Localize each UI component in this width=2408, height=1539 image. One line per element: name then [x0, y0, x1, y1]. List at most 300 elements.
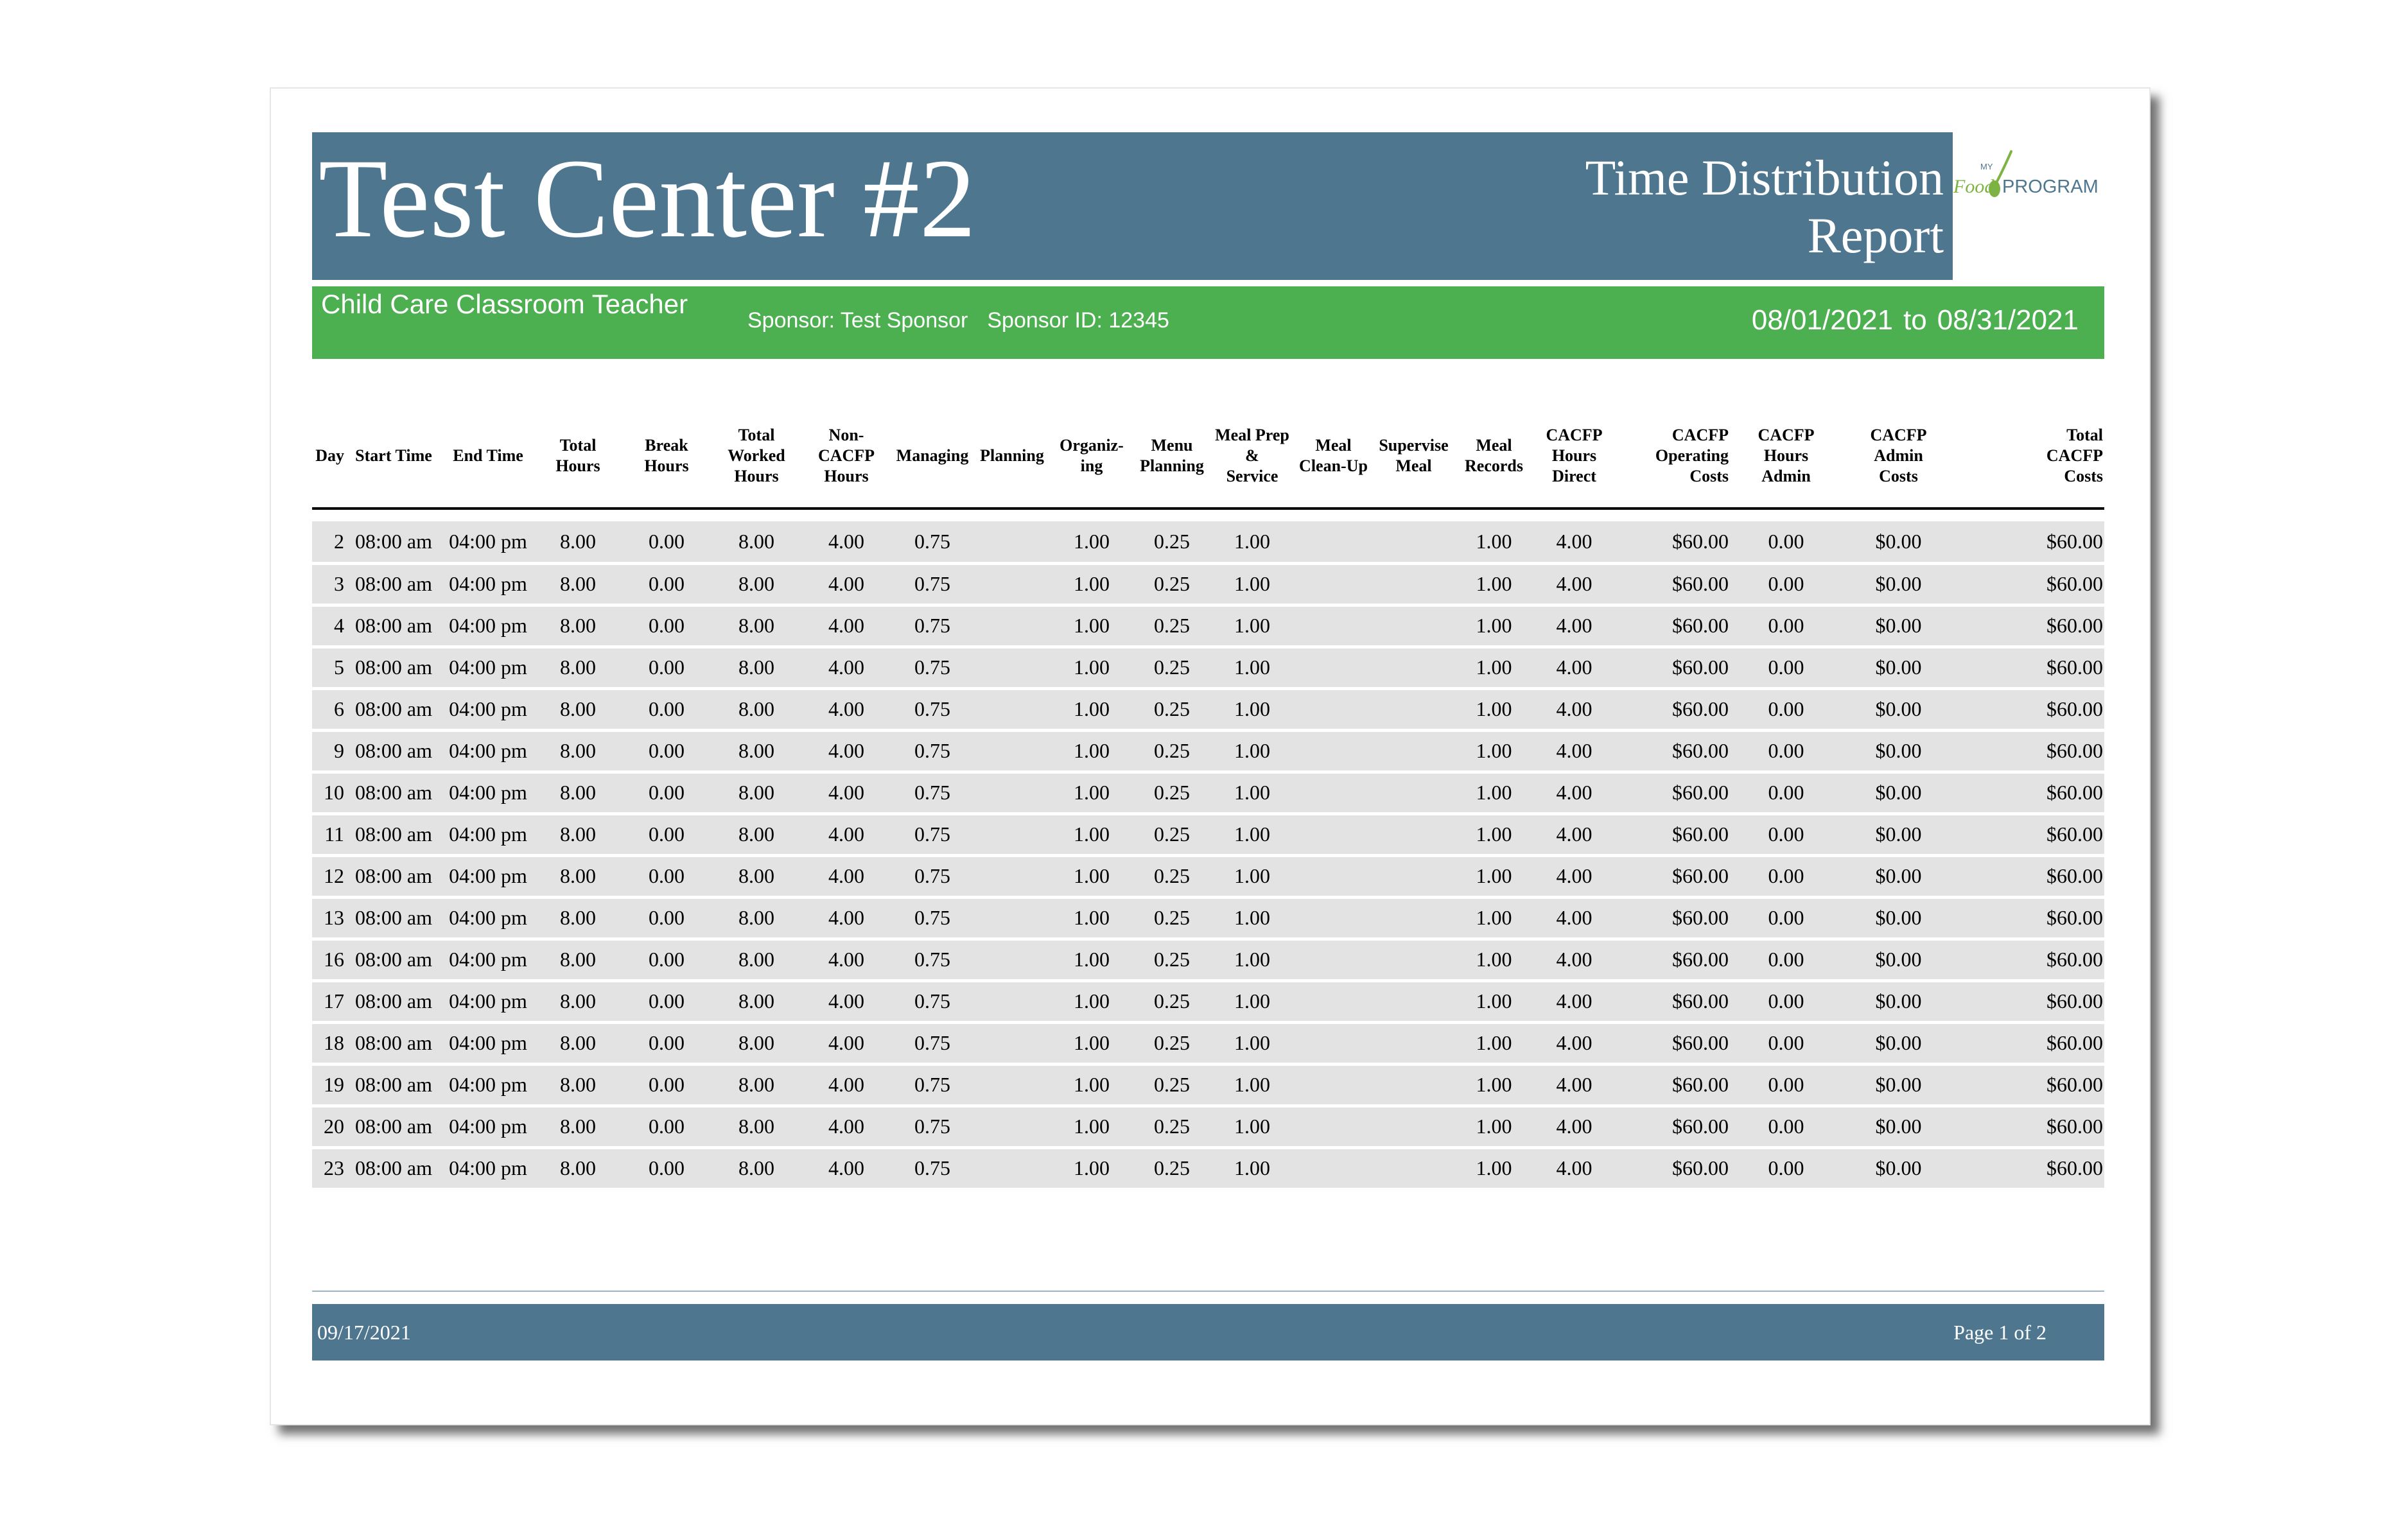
column-header-line: CACFP [1758, 426, 1815, 444]
table-cell [1293, 688, 1374, 730]
table-cell: 0.25 [1154, 656, 1190, 679]
table-cell: 8.00 [560, 614, 596, 637]
table-cell: 1.00 [1234, 614, 1270, 637]
table-cell: 1.00 [1234, 1156, 1270, 1179]
table-cell: 8.00 [738, 614, 774, 637]
column-header [1293, 404, 1374, 509]
table-cell: 20 [324, 1115, 344, 1138]
table-cell: 1.00 [1074, 656, 1110, 679]
table-cell: 0.25 [1154, 614, 1190, 637]
table-cell: 1.00 [1234, 989, 1270, 1013]
table-cell: 0.25 [1154, 906, 1190, 929]
table-cell: 0.00 [649, 822, 685, 846]
table-cell: 8.00 [560, 864, 596, 887]
table-cell: 2 [334, 529, 344, 553]
table-cell: 4.00 [828, 906, 864, 929]
table-cell: 0.00 [649, 656, 685, 679]
column-header [1534, 404, 1614, 509]
table-cell: 04:00 pm [449, 656, 527, 679]
table-cell: 8.00 [560, 822, 596, 846]
table-cell: 0.75 [914, 572, 950, 595]
table-cell: 8.00 [560, 948, 596, 971]
table-cell: 1.00 [1476, 614, 1512, 637]
table-cell: 4.00 [828, 1031, 864, 1054]
table-cell [973, 813, 1051, 855]
column-header-line: CACFP [1671, 426, 1729, 444]
table-cell: 13 [324, 906, 344, 929]
table-cell: $60.00 [2046, 614, 2103, 637]
table-cell: 1.00 [1234, 1031, 1270, 1054]
table-cell: 08:00 am [355, 948, 432, 971]
table-cell: $60.00 [2046, 948, 2103, 971]
table-cell [1374, 647, 1454, 688]
table-cell: 1.00 [1476, 1073, 1512, 1096]
table-cell: 0.00 [649, 614, 685, 637]
table-cell: 8.00 [738, 1073, 774, 1096]
table-cell: 4.00 [1556, 656, 1592, 679]
table-cell: 0.00 [1768, 864, 1804, 887]
table-cell [973, 605, 1051, 647]
table-cell: 8.00 [738, 948, 774, 971]
table-cell: 19 [324, 1073, 344, 1096]
table-cell [1293, 980, 1374, 1022]
column-header [1051, 404, 1133, 509]
table-cell: 6 [334, 697, 344, 720]
table-cell: 0.25 [1154, 1073, 1190, 1096]
table-cell: $60.00 [2046, 781, 2103, 804]
table-cell: 8.00 [560, 572, 596, 595]
table-cell: 8.00 [560, 697, 596, 720]
table-cell: 3 [334, 572, 344, 595]
table-cell: 0.25 [1154, 1115, 1190, 1138]
table-cell: 0.00 [649, 1156, 685, 1179]
table-cell: 0.00 [1768, 1115, 1804, 1138]
column-header-line: Meal [1315, 436, 1352, 455]
table-cell: $60.00 [1672, 822, 1729, 846]
table-cell: 4.00 [1556, 1031, 1592, 1054]
table-cell: 0.75 [914, 697, 950, 720]
column-header-line: Hours [734, 467, 779, 485]
table-cell: 4.00 [1556, 1073, 1592, 1096]
table-cell: 1.00 [1234, 572, 1270, 595]
date-to-word: to [1903, 304, 1927, 336]
table-cell: 0.75 [914, 781, 950, 804]
column-header-line: Menu [1151, 436, 1193, 455]
table-cell: 0.00 [1768, 1073, 1804, 1096]
table-cell: 8.00 [738, 781, 774, 804]
table-cell: 0.00 [649, 529, 685, 553]
table-cell: 9 [334, 739, 344, 762]
table-cell: 4.00 [828, 656, 864, 679]
column-header-line: Total [2066, 426, 2103, 444]
table-cell: 4.00 [1556, 822, 1592, 846]
table-cell: 1.00 [1234, 656, 1270, 679]
table-cell: 5 [334, 656, 344, 679]
table-cell: 1.00 [1234, 739, 1270, 762]
center-name-title: Test Center #2 [318, 136, 976, 261]
column-header-line: Organiz- [1060, 436, 1124, 455]
table-cell: 0.00 [649, 1073, 685, 1096]
table-cell: 4.00 [1556, 739, 1592, 762]
table-cell [1293, 897, 1374, 939]
table-cell: 1.00 [1234, 529, 1270, 553]
table-row [312, 1147, 2104, 1189]
table-cell: 0.00 [649, 781, 685, 804]
table-cell: 4.00 [1556, 989, 1592, 1013]
table-cell: $60.00 [1672, 572, 1729, 595]
table-cell: 0.75 [914, 529, 950, 553]
table-cell: 0.00 [649, 906, 685, 929]
table-cell: 4.00 [828, 1156, 864, 1179]
table-cell: 0.00 [1768, 948, 1804, 971]
table-cell: 08:00 am [355, 739, 432, 762]
table-cell [1374, 772, 1454, 813]
table-cell: 4.00 [1556, 1115, 1592, 1138]
table-cell: 8.00 [738, 989, 774, 1013]
table-cell [1293, 1106, 1374, 1147]
table-cell: $60.00 [2046, 656, 2103, 679]
table-cell [973, 688, 1051, 730]
table-row [312, 647, 2104, 688]
table-cell [973, 1147, 1051, 1189]
table-cell: 8.00 [738, 822, 774, 846]
table-cell: 0.25 [1154, 529, 1190, 553]
table-cell: 8.00 [738, 656, 774, 679]
table-row [312, 772, 2104, 813]
table-cell [1374, 980, 1454, 1022]
table-cell: 0.00 [1768, 781, 1804, 804]
table-row [312, 980, 2104, 1022]
table-cell: 04:00 pm [449, 864, 527, 887]
table-cell [1374, 897, 1454, 939]
print-date: 09/17/2021 [317, 1321, 411, 1344]
table-cell: 0.25 [1154, 948, 1190, 971]
logo-my-text: MY [1980, 162, 1993, 171]
table-cell: $60.00 [1672, 1115, 1729, 1138]
column-header-line: Hours [1763, 446, 1809, 465]
table-cell: 1.00 [1476, 781, 1512, 804]
table-cell: 1.00 [1074, 989, 1110, 1013]
time-distribution-table [312, 404, 2104, 1191]
table-cell: 8.00 [738, 864, 774, 887]
table-cell: 4.00 [828, 572, 864, 595]
table-cell: $0.00 [1875, 989, 1922, 1013]
table-cell: 04:00 pm [449, 781, 527, 804]
table-cell: 4.00 [1556, 948, 1592, 971]
table-cell: 1.00 [1074, 1031, 1110, 1054]
table-cell: 8.00 [560, 1031, 596, 1054]
table-cell: $60.00 [1672, 864, 1729, 887]
table-cell: 8.00 [738, 697, 774, 720]
table-cell: $0.00 [1875, 1031, 1922, 1054]
table-cell: 08:00 am [355, 822, 432, 846]
table-row [312, 1106, 2104, 1147]
report-title-line2: Report [1807, 207, 1944, 263]
table-cell: $60.00 [2046, 697, 2103, 720]
table-cell [1374, 939, 1454, 980]
table-cell: 0.75 [914, 614, 950, 637]
table-cell: 4.00 [1556, 1156, 1592, 1179]
table-row [312, 855, 2104, 897]
table-cell: 8.00 [738, 1115, 774, 1138]
table-cell: 1.00 [1074, 1156, 1110, 1179]
table-cell: $60.00 [1672, 739, 1729, 762]
table-cell: $0.00 [1875, 529, 1922, 553]
table-cell: 04:00 pm [449, 529, 527, 553]
table-cell: 04:00 pm [449, 906, 527, 929]
table-cell: 1.00 [1074, 822, 1110, 846]
column-header-line: Planning [980, 446, 1044, 465]
table-cell: 08:00 am [355, 1073, 432, 1096]
table-cell: 0.75 [914, 656, 950, 679]
table-cell: 0.75 [914, 1073, 950, 1096]
table-cell: $60.00 [1672, 1031, 1729, 1054]
table-cell [1374, 813, 1454, 855]
column-header [1374, 404, 1454, 509]
table-cell: 4.00 [1556, 781, 1592, 804]
table-cell: 1.00 [1074, 906, 1110, 929]
sponsor-info [747, 308, 1169, 333]
report-title-line1: Time Distribution [1585, 150, 1944, 205]
my-food-program-logo [1952, 146, 2106, 204]
table-cell: 4 [334, 614, 344, 637]
table-cell: 4.00 [1556, 572, 1592, 595]
column-header-line: Meal [1476, 436, 1512, 455]
table-cell [1374, 1147, 1454, 1189]
table-cell: 4.00 [828, 614, 864, 637]
table-cell [1293, 855, 1374, 897]
table-cell: 0.00 [1768, 989, 1804, 1013]
table-cell: 08:00 am [355, 1115, 432, 1138]
table-cell: 12 [324, 864, 344, 887]
table-row [312, 897, 2104, 939]
table-cell: 04:00 pm [449, 614, 527, 637]
table-cell: 0.00 [1768, 1031, 1804, 1054]
column-header-line: Costs [1879, 467, 1918, 485]
footer-bar [312, 1304, 2104, 1361]
table-cell: $0.00 [1875, 1156, 1922, 1179]
table-cell [1293, 1147, 1374, 1189]
table-cell: $60.00 [1672, 781, 1729, 804]
table-cell: $60.00 [1672, 614, 1729, 637]
table-cell: 0.00 [649, 989, 685, 1013]
table-cell [973, 980, 1051, 1022]
column-header-line: Non- [828, 426, 864, 444]
table-cell: 0.00 [1768, 906, 1804, 929]
table-cell: $60.00 [1672, 989, 1729, 1013]
footer-divider [312, 1291, 2104, 1292]
table-cell: 1.00 [1074, 697, 1110, 720]
table-cell: 0.75 [914, 1156, 950, 1179]
table-cell: 8.00 [560, 1073, 596, 1096]
table-cell: $0.00 [1875, 697, 1922, 720]
table-cell: 1.00 [1476, 989, 1512, 1013]
column-header [1614, 404, 1730, 509]
column-header-line: Total [738, 426, 775, 444]
table-cell: 1.00 [1234, 781, 1270, 804]
column-header [345, 404, 442, 509]
table-cell: 0.00 [649, 1115, 685, 1138]
table-cell: 0.25 [1154, 822, 1190, 846]
table-cell [1374, 563, 1454, 605]
table-cell: $60.00 [2046, 906, 2103, 929]
table-cell: $60.00 [1672, 906, 1729, 929]
table-cell: $60.00 [2046, 989, 2103, 1013]
table-cell: 8.00 [560, 1156, 596, 1179]
table-cell: 08:00 am [355, 989, 432, 1013]
column-header-line: ing [1080, 456, 1103, 475]
column-header-line: Costs [2064, 467, 2103, 485]
table-cell: 8.00 [738, 572, 774, 595]
table-cell: 1.00 [1234, 864, 1270, 887]
table-cell: 1.00 [1074, 864, 1110, 887]
table-cell: $0.00 [1875, 822, 1922, 846]
column-header [1211, 404, 1293, 509]
table-cell: 8.00 [560, 781, 596, 804]
table-cell: 1.00 [1476, 656, 1512, 679]
column-header-line: Day [315, 446, 344, 465]
table-cell: 1.00 [1476, 864, 1512, 887]
table-cell [1374, 688, 1454, 730]
table-cell: 8.00 [738, 529, 774, 553]
table-cell: 0.00 [1768, 529, 1804, 553]
table-cell: 0.25 [1154, 864, 1190, 887]
table-cell: $60.00 [2046, 864, 2103, 887]
table-cell: 17 [324, 989, 344, 1013]
table-cell [973, 939, 1051, 980]
table-cell: $60.00 [2046, 822, 2103, 846]
table-cell: $0.00 [1875, 614, 1922, 637]
table-cell: 08:00 am [355, 1031, 432, 1054]
table-cell: 08:00 am [355, 614, 432, 637]
sponsor-id: Sponsor ID: 12345 [987, 308, 1169, 333]
table-cell: 08:00 am [355, 529, 432, 553]
table-cell: 1.00 [1074, 739, 1110, 762]
table-cell: 18 [324, 1031, 344, 1054]
table-cell: 1.00 [1074, 1115, 1110, 1138]
table-cell: 16 [324, 948, 344, 971]
table-cell: $60.00 [2046, 739, 2103, 762]
column-header-line: Meal [1395, 456, 1432, 475]
table-cell: 0.75 [914, 739, 950, 762]
table-cell: 04:00 pm [449, 989, 527, 1013]
table-body [312, 521, 2104, 1189]
table-cell: 8.00 [560, 529, 596, 553]
table-cell: 0.00 [1768, 572, 1804, 595]
table-cell: 0.25 [1154, 739, 1190, 762]
table-cell: 4.00 [828, 948, 864, 971]
table-cell: $0.00 [1875, 948, 1922, 971]
table-cell: 04:00 pm [449, 1073, 527, 1096]
table-cell: $0.00 [1875, 781, 1922, 804]
table-cell: 08:00 am [355, 656, 432, 679]
table-cell: 1.00 [1234, 1115, 1270, 1138]
column-header-line: End Time [453, 446, 523, 465]
table-cell: 04:00 pm [449, 822, 527, 846]
table-cell [1293, 647, 1374, 688]
sponsor-name: Sponsor: Test Sponsor [747, 308, 968, 333]
table-cell: 4.00 [1556, 614, 1592, 637]
table-cell: 4.00 [1556, 906, 1592, 929]
table-cell [1293, 730, 1374, 772]
table-cell: 0.75 [914, 822, 950, 846]
table-cell [1293, 1064, 1374, 1106]
table-cell: 1.00 [1074, 529, 1110, 553]
column-header [1842, 404, 1955, 509]
table-cell: 1.00 [1476, 822, 1512, 846]
table-cell [1374, 855, 1454, 897]
column-header [622, 404, 711, 509]
table-cell [1293, 563, 1374, 605]
table-cell [1293, 772, 1374, 813]
table-cell: 8.00 [738, 906, 774, 929]
table-cell: 23 [324, 1156, 344, 1179]
table-cell: 4.00 [828, 864, 864, 887]
logo-food-text: Food [1953, 176, 1994, 197]
column-header [1955, 404, 2104, 509]
column-header-line: Hours [824, 467, 869, 485]
column-header [1133, 404, 1211, 509]
table-cell: 0.00 [1768, 739, 1804, 762]
date-from: 08/01/2021 [1751, 304, 1894, 336]
column-header-line: Clean-Up [1299, 456, 1368, 475]
column-header-line: Admin [1761, 467, 1811, 485]
report-title [1585, 149, 1944, 265]
table-cell [1293, 813, 1374, 855]
table-cell: $0.00 [1875, 864, 1922, 887]
table-cell: 1.00 [1074, 1073, 1110, 1096]
report-date-range [1752, 304, 2079, 336]
table-cell: 0.25 [1154, 1156, 1190, 1179]
table-cell: 0.00 [1768, 614, 1804, 637]
table-cell: 0.00 [1768, 697, 1804, 720]
column-header-line: & [1245, 446, 1259, 465]
table-row [312, 688, 2104, 730]
table-cell: $60.00 [1672, 697, 1729, 720]
table-cell: $60.00 [1672, 948, 1729, 971]
table-row [312, 521, 2104, 563]
table-cell: $0.00 [1875, 739, 1922, 762]
table-cell: 1.00 [1234, 697, 1270, 720]
table-cell: 0.25 [1154, 781, 1190, 804]
column-header [1730, 404, 1842, 509]
table-cell: 08:00 am [355, 572, 432, 595]
column-header-line: Hours [555, 456, 600, 475]
table-cell: 1.00 [1234, 822, 1270, 846]
table-cell: 0.75 [914, 906, 950, 929]
table-row [312, 563, 2104, 605]
column-header [891, 404, 973, 509]
table-cell: 1.00 [1476, 1031, 1512, 1054]
table-cell [973, 521, 1051, 563]
column-header-line: Worked [728, 446, 785, 465]
table-cell: 04:00 pm [449, 697, 527, 720]
table-cell: 4.00 [828, 781, 864, 804]
table-cell: 1.00 [1234, 1073, 1270, 1096]
table-cell: $60.00 [2046, 1073, 2103, 1096]
table-cell: 0.75 [914, 1115, 950, 1138]
table-cell: 1.00 [1476, 1156, 1512, 1179]
table-cell: $60.00 [1672, 1156, 1729, 1179]
logo-program-text: PROGRAM [2002, 177, 2098, 197]
table-cell: 4.00 [828, 1073, 864, 1096]
table-cell: $60.00 [1672, 529, 1729, 553]
table-cell: 0.75 [914, 989, 950, 1013]
column-header-line: Start Time [355, 446, 432, 465]
column-header [442, 404, 534, 509]
table-cell: 4.00 [828, 739, 864, 762]
employee-role: Child Care Classroom Teacher [321, 289, 688, 319]
